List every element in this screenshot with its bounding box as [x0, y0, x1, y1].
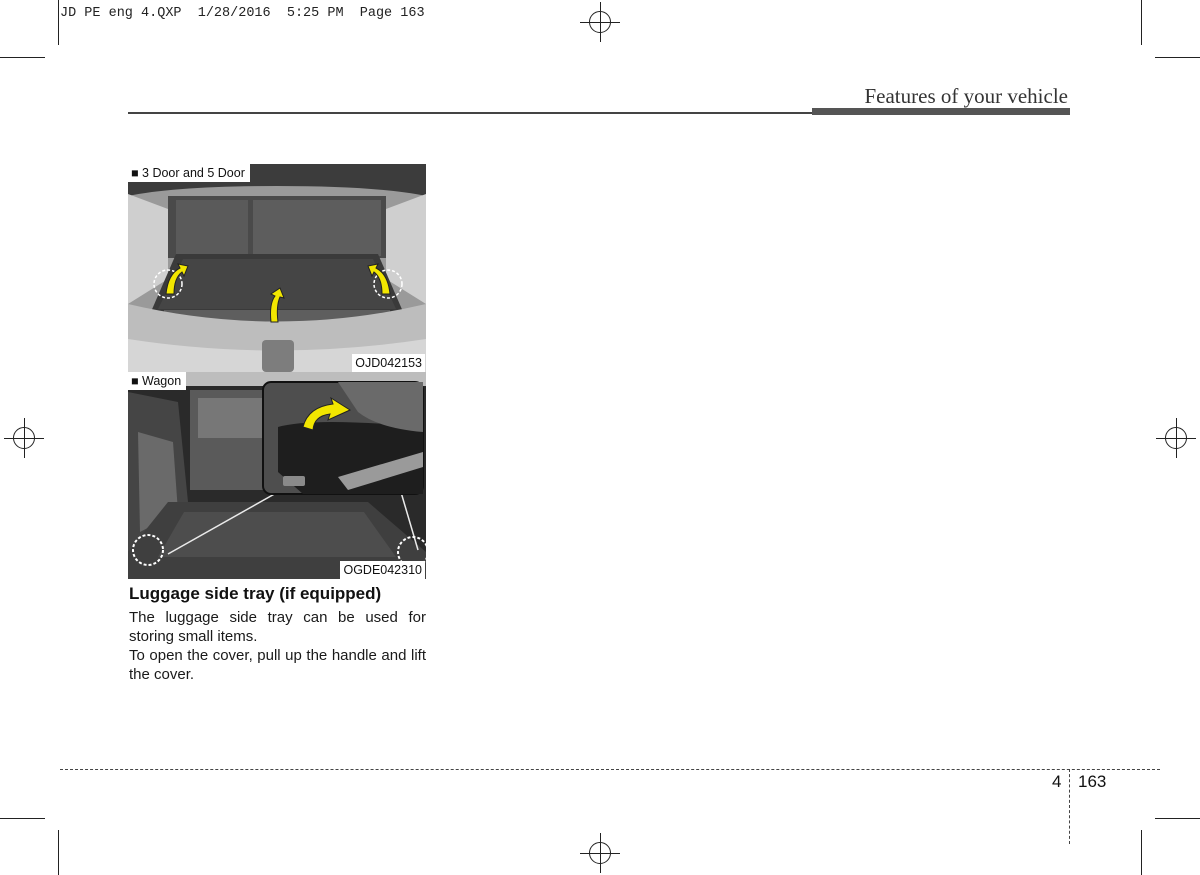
- registration-mark-icon: [580, 833, 620, 873]
- section-heading: Luggage side tray (if equipped): [129, 584, 382, 603]
- header-rule: [128, 112, 812, 114]
- footer-divider: [1069, 769, 1070, 844]
- chapter-number: 4: [1052, 772, 1062, 791]
- figure-code: OGDE042310: [340, 561, 425, 579]
- crop-mark: [1155, 818, 1200, 819]
- body-paragraph: To open the cover, pull up the handle and lift the cover.: [129, 647, 426, 683]
- registration-mark-icon: [1156, 418, 1196, 458]
- footer-rule: [60, 769, 1160, 770]
- figure-label: ■ 3 Door and 5 Door: [128, 164, 250, 182]
- crop-mark: [58, 830, 59, 875]
- crop-mark: [1141, 0, 1142, 45]
- body-paragraph: The luggage side tray can be used for storing small items.: [129, 609, 426, 645]
- print-slug: JD PE eng 4.QXP 1/28/2016 5:25 PM Page 163: [60, 6, 425, 21]
- page-number: 163: [1078, 772, 1107, 791]
- crop-mark: [1141, 830, 1142, 875]
- header-rule-accent: [812, 108, 1070, 115]
- registration-mark-icon: [580, 2, 620, 42]
- crop-mark: [1155, 57, 1200, 58]
- crop-mark: [58, 0, 59, 45]
- crop-mark: [0, 818, 45, 819]
- section-title: Features of your vehicle: [864, 84, 1068, 108]
- figure-label: ■ Wagon: [128, 372, 186, 390]
- cargo-area-photo: [128, 164, 426, 372]
- wagon-cargo-photo: [128, 372, 426, 579]
- figure-3door-5door: [128, 164, 426, 372]
- figure-wagon: [128, 372, 426, 579]
- figure-code: OJD042153: [352, 354, 425, 372]
- registration-mark-icon: [4, 418, 44, 458]
- crop-mark: [0, 57, 45, 58]
